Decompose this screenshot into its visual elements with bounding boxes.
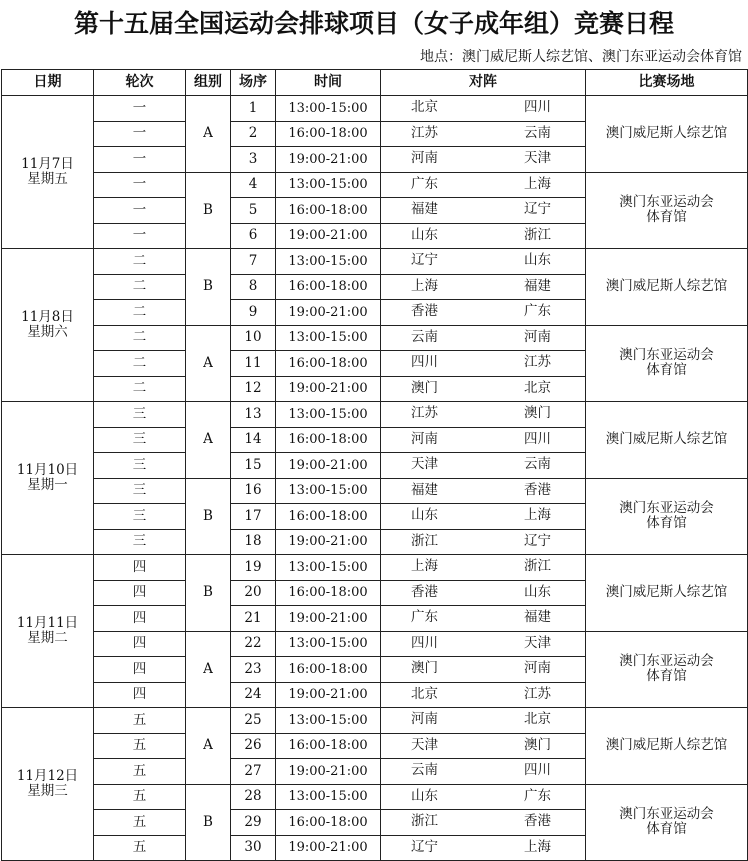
- weekday-text: 星期二: [27, 630, 68, 646]
- away-team: 广东: [524, 303, 551, 319]
- round-cell: 二: [94, 351, 186, 377]
- match-number: 27: [231, 759, 276, 785]
- away-team: 云南: [524, 456, 551, 472]
- venue-line: 体育馆: [646, 362, 687, 379]
- match-number: 15: [231, 453, 276, 479]
- match-number: 12: [231, 376, 276, 402]
- venue-line: 澳门威尼斯人综艺馆: [605, 431, 728, 448]
- table-row: [2, 478, 748, 504]
- away-team: 河南: [524, 660, 551, 676]
- match-time: 19:00-21:00: [276, 147, 381, 173]
- round-cell: 五: [94, 759, 186, 785]
- round-cell: 二: [94, 249, 186, 275]
- round-cell: 二: [94, 274, 186, 300]
- away-team: 山东: [524, 583, 551, 600]
- match-number: 7: [231, 249, 276, 275]
- match-number: 3: [231, 147, 276, 173]
- away-team: 四川: [524, 99, 551, 115]
- match-number: 24: [231, 682, 276, 708]
- header-row: [2, 70, 748, 96]
- match-number: 2: [231, 121, 276, 147]
- match-time: 13:00-15:00: [276, 172, 381, 198]
- venue-cell: [586, 249, 748, 326]
- matchup-cell: [381, 300, 586, 326]
- group-cell: B: [186, 784, 231, 861]
- match-number: 9: [231, 300, 276, 326]
- venue-cell: [586, 478, 748, 555]
- home-team: 云南: [411, 328, 438, 345]
- weekday-text: 星期三: [27, 783, 68, 799]
- away-team: 福建: [524, 277, 551, 294]
- weekday-text: 星期一: [27, 477, 68, 493]
- match-time: 16:00-18:00: [276, 504, 381, 530]
- home-team: 河南: [411, 150, 438, 166]
- match-number: 25: [231, 708, 276, 734]
- date-cell: [2, 402, 94, 555]
- home-team: 山东: [411, 507, 438, 523]
- round-cell: 三: [94, 402, 186, 428]
- round-cell: 一: [94, 172, 186, 198]
- match-time: 13:00-15:00: [276, 555, 381, 581]
- match-number: 10: [231, 325, 276, 351]
- matchup-cell: [381, 121, 586, 147]
- venue-line: 体育馆: [646, 668, 687, 685]
- round-cell: 五: [94, 708, 186, 734]
- home-team: 河南: [411, 430, 438, 447]
- header-matchup: 对阵: [381, 70, 586, 96]
- date-text: 11月8日: [21, 309, 74, 325]
- away-team: 香港: [524, 813, 551, 829]
- match-time: 13:00-15:00: [276, 325, 381, 351]
- match-number: 19: [231, 555, 276, 581]
- match-time: 19:00-21:00: [276, 300, 381, 326]
- matchup-cell: [381, 249, 586, 275]
- matchup-cell: [381, 274, 586, 300]
- match-time: 13:00-15:00: [276, 708, 381, 734]
- away-team: 上海: [524, 175, 551, 192]
- header-group: 组别: [186, 70, 231, 96]
- venue-line: 澳门威尼斯人综艺馆: [605, 278, 728, 295]
- group-cell: A: [186, 402, 231, 479]
- match-number: 28: [231, 784, 276, 810]
- home-team: 香港: [411, 583, 438, 600]
- venue-cell: [586, 708, 748, 785]
- round-cell: 一: [94, 198, 186, 224]
- away-team: 四川: [524, 762, 551, 778]
- venue-line: 澳门威尼斯人综艺馆: [605, 737, 728, 754]
- match-time: 13:00-15:00: [276, 631, 381, 657]
- matchup-cell: [381, 529, 586, 555]
- match-time: 16:00-18:00: [276, 121, 381, 147]
- round-cell: 二: [94, 300, 186, 326]
- home-team: 福建: [411, 481, 438, 498]
- round-cell: 三: [94, 504, 186, 530]
- home-team: 上海: [411, 558, 438, 574]
- match-time: 16:00-18:00: [276, 580, 381, 606]
- away-team: 澳门: [524, 405, 551, 421]
- match-time: 19:00-21:00: [276, 835, 381, 861]
- matchup-cell: [381, 759, 586, 785]
- match-number: 21: [231, 606, 276, 632]
- away-team: 云南: [524, 124, 551, 141]
- match-time: 13:00-15:00: [276, 784, 381, 810]
- match-time: 19:00-21:00: [276, 682, 381, 708]
- venue-line: 体育馆: [646, 209, 687, 226]
- match-time: 13:00-15:00: [276, 96, 381, 122]
- away-team: 辽宁: [524, 532, 551, 549]
- round-cell: 三: [94, 529, 186, 555]
- home-team: 江苏: [411, 405, 438, 421]
- group-cell: B: [186, 555, 231, 632]
- away-team: 澳门: [524, 736, 551, 753]
- date-text: 11月12日: [16, 768, 79, 784]
- matchup-cell: [381, 96, 586, 122]
- away-team: 浙江: [524, 558, 551, 574]
- round-cell: 四: [94, 580, 186, 606]
- round-cell: 四: [94, 606, 186, 632]
- away-team: 江苏: [524, 354, 551, 370]
- round-cell: 五: [94, 784, 186, 810]
- match-number: 14: [231, 427, 276, 453]
- date-text: 11月7日: [21, 156, 74, 172]
- matchup-cell: [381, 478, 586, 504]
- matchup-cell: [381, 835, 586, 861]
- match-time: 16:00-18:00: [276, 274, 381, 300]
- header-date: 日期: [2, 70, 94, 96]
- table-row: [2, 555, 748, 581]
- venue-line: 澳门威尼斯人综艺馆: [605, 125, 728, 142]
- table-row: [2, 172, 748, 198]
- venue-cell: [586, 96, 748, 173]
- home-team: 广东: [411, 609, 438, 625]
- match-number: 5: [231, 198, 276, 224]
- home-team: 北京: [411, 685, 438, 702]
- home-team: 浙江: [411, 813, 438, 829]
- date-text: 11月10日: [16, 462, 79, 478]
- table-row: [2, 325, 748, 351]
- group-cell: B: [186, 478, 231, 555]
- matchup-cell: [381, 580, 586, 606]
- match-number: 16: [231, 478, 276, 504]
- venue-line: 澳门东亚运动会: [619, 653, 714, 670]
- home-team: 上海: [411, 277, 438, 294]
- matchup-cell: [381, 810, 586, 836]
- home-team: 福建: [411, 201, 438, 217]
- home-team: 广东: [411, 175, 438, 192]
- matchup-cell: [381, 147, 586, 173]
- matchup-cell: [381, 325, 586, 351]
- home-team: 天津: [411, 456, 438, 472]
- match-number: 29: [231, 810, 276, 836]
- home-team: 北京: [411, 99, 438, 115]
- group-cell: B: [186, 172, 231, 249]
- matchup-cell: [381, 453, 586, 479]
- match-time: 16:00-18:00: [276, 427, 381, 453]
- venue-line: 澳门东亚运动会: [619, 194, 714, 211]
- home-team: 浙江: [411, 532, 438, 549]
- home-team: 四川: [411, 634, 438, 651]
- weekday-text: 星期六: [27, 324, 68, 340]
- header-venue: 比赛场地: [586, 70, 748, 96]
- away-team: 北京: [524, 379, 551, 396]
- venue-cell: [586, 631, 748, 708]
- match-time: 19:00-21:00: [276, 606, 381, 632]
- group-cell: A: [186, 708, 231, 785]
- match-time: 19:00-21:00: [276, 223, 381, 249]
- round-cell: 四: [94, 631, 186, 657]
- group-cell: A: [186, 631, 231, 708]
- round-cell: 一: [94, 96, 186, 122]
- match-number: 1: [231, 96, 276, 122]
- match-time: 13:00-15:00: [276, 478, 381, 504]
- match-time: 19:00-21:00: [276, 376, 381, 402]
- venue-line: 澳门东亚运动会: [619, 500, 714, 517]
- table-row: [2, 708, 748, 734]
- match-time: 13:00-15:00: [276, 402, 381, 428]
- venue-cell: [586, 402, 748, 479]
- away-team: 广东: [524, 787, 551, 804]
- venue-line: 澳门威尼斯人综艺馆: [605, 584, 728, 601]
- date-cell: [2, 708, 94, 861]
- matchup-cell: [381, 427, 586, 453]
- table-row: [2, 631, 748, 657]
- round-cell: 一: [94, 223, 186, 249]
- weekday-text: 星期五: [27, 171, 68, 187]
- matchup-cell: [381, 223, 586, 249]
- home-team: 山东: [411, 226, 438, 243]
- round-cell: 一: [94, 147, 186, 173]
- home-team: 澳门: [411, 660, 438, 676]
- group-cell: A: [186, 325, 231, 402]
- venue-line: 澳门东亚运动会: [619, 806, 714, 823]
- match-time: 13:00-15:00: [276, 249, 381, 275]
- round-cell: 五: [94, 733, 186, 759]
- match-time: 16:00-18:00: [276, 198, 381, 224]
- home-team: 澳门: [411, 379, 438, 396]
- round-cell: 二: [94, 376, 186, 402]
- away-team: 河南: [524, 328, 551, 345]
- round-cell: 三: [94, 453, 186, 479]
- date-text: 11月11日: [16, 615, 79, 631]
- round-cell: 一: [94, 121, 186, 147]
- group-cell: B: [186, 249, 231, 326]
- venue-line: 体育馆: [646, 821, 687, 838]
- table-row: [2, 784, 748, 810]
- round-cell: 四: [94, 555, 186, 581]
- matchup-cell: [381, 631, 586, 657]
- matchup-cell: [381, 708, 586, 734]
- match-time: 16:00-18:00: [276, 351, 381, 377]
- away-team: 山东: [524, 252, 551, 268]
- away-team: 北京: [524, 711, 551, 727]
- home-team: 山东: [411, 787, 438, 804]
- away-team: 江苏: [524, 685, 551, 702]
- match-time: 19:00-21:00: [276, 453, 381, 479]
- table-row: [2, 96, 748, 122]
- round-cell: 三: [94, 427, 186, 453]
- matchup-cell: [381, 351, 586, 377]
- home-team: 辽宁: [411, 252, 438, 268]
- matchup-cell: [381, 682, 586, 708]
- venue-line: 体育馆: [646, 515, 687, 532]
- matchup-cell: [381, 402, 586, 428]
- match-number: 6: [231, 223, 276, 249]
- venue-cell: [586, 325, 748, 402]
- match-number: 30: [231, 835, 276, 861]
- match-number: 22: [231, 631, 276, 657]
- match-number: 23: [231, 657, 276, 683]
- match-time: 16:00-18:00: [276, 810, 381, 836]
- round-cell: 三: [94, 478, 186, 504]
- home-team: 辽宁: [411, 838, 438, 855]
- home-team: 天津: [411, 736, 438, 753]
- home-team: 云南: [411, 762, 438, 778]
- match-number: 18: [231, 529, 276, 555]
- away-team: 天津: [524, 150, 551, 166]
- table-row: [2, 249, 748, 275]
- matchup-cell: [381, 784, 586, 810]
- date-cell: [2, 555, 94, 708]
- away-team: 四川: [524, 430, 551, 447]
- venue-line: 澳门东亚运动会: [619, 347, 714, 364]
- schedule-table: [1, 69, 748, 861]
- venue-cell: [586, 172, 748, 249]
- group-cell: A: [186, 96, 231, 173]
- away-team: 上海: [524, 838, 551, 855]
- away-team: 上海: [524, 507, 551, 523]
- match-number: 26: [231, 733, 276, 759]
- matchup-cell: [381, 657, 586, 683]
- match-number: 20: [231, 580, 276, 606]
- matchup-cell: [381, 555, 586, 581]
- matchup-cell: [381, 198, 586, 224]
- home-team: 四川: [411, 354, 438, 370]
- matchup-cell: [381, 172, 586, 198]
- match-number: 4: [231, 172, 276, 198]
- away-team: 辽宁: [524, 201, 551, 217]
- match-time: 16:00-18:00: [276, 733, 381, 759]
- header-round: 轮次: [94, 70, 186, 96]
- round-cell: 四: [94, 682, 186, 708]
- match-number: 11: [231, 351, 276, 377]
- round-cell: 二: [94, 325, 186, 351]
- home-team: 河南: [411, 711, 438, 727]
- venue-cell: [586, 555, 748, 632]
- away-team: 天津: [524, 634, 551, 651]
- matchup-cell: [381, 504, 586, 530]
- matchup-cell: [381, 606, 586, 632]
- match-number: 17: [231, 504, 276, 530]
- round-cell: 五: [94, 835, 186, 861]
- matchup-cell: [381, 376, 586, 402]
- round-cell: 四: [94, 657, 186, 683]
- matchup-cell: [381, 733, 586, 759]
- header-time: 时间: [276, 70, 381, 96]
- page-title: 第十五届全国运动会排球项目（女子成年组）竞赛日程: [73, 9, 674, 38]
- location-note: 地点：澳门威尼斯人综艺馆、澳门东亚运动会体育馆: [420, 49, 742, 65]
- away-team: 浙江: [524, 226, 551, 243]
- round-cell: 五: [94, 810, 186, 836]
- match-time: 16:00-18:00: [276, 657, 381, 683]
- match-time: 19:00-21:00: [276, 529, 381, 555]
- header-match-no: 场序: [231, 70, 276, 96]
- table-row: [2, 402, 748, 428]
- home-team: 香港: [411, 303, 438, 319]
- match-number: 8: [231, 274, 276, 300]
- venue-cell: [586, 784, 748, 861]
- away-team: 香港: [524, 481, 551, 498]
- date-cell: [2, 96, 94, 249]
- away-team: 福建: [524, 609, 551, 625]
- home-team: 江苏: [411, 124, 438, 141]
- match-time: 19:00-21:00: [276, 759, 381, 785]
- match-number: 13: [231, 402, 276, 428]
- date-cell: [2, 249, 94, 402]
